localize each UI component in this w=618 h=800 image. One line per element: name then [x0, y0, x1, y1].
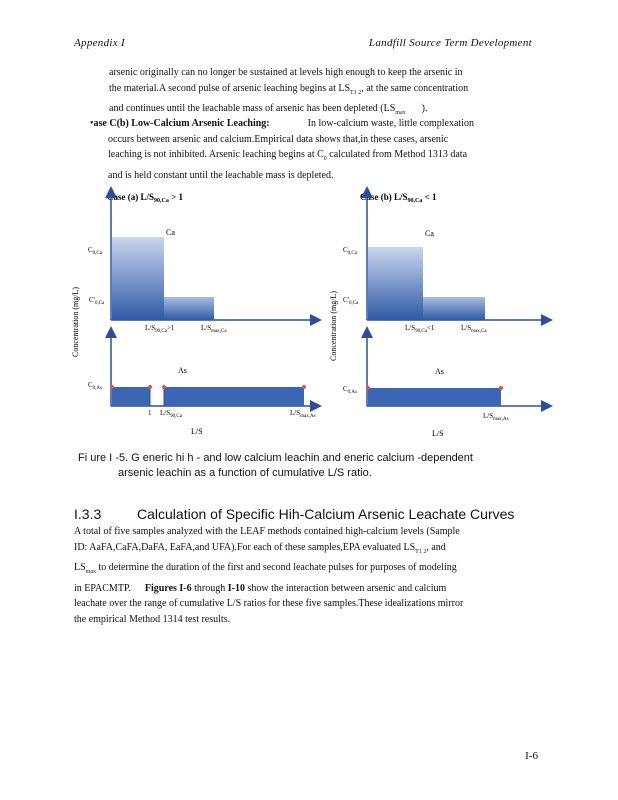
- panel-a-marker: [110, 385, 114, 389]
- panel-a-as-bar-first: [112, 387, 150, 406]
- section-number: I.3.3: [74, 506, 102, 522]
- panel-a-marker: [162, 385, 166, 389]
- text-line: and continues until the leachable mass of arsenic has been depleted ($LS_{max}$ ).: [109, 103, 428, 116]
- text-line: leaching is not inhibited. Arsenic leaching begins at $C_0$ calculated from Method 1313 data: [108, 149, 468, 162]
- panel-b-y-label: Concentration (mg/L): [329, 291, 338, 361]
- panel-a-title: Case (a) $L/S_{90,Ca} > 1$: [107, 192, 183, 204]
- panel-b-marker: [499, 386, 503, 390]
- paragraph-calculation: [74, 524, 544, 627]
- panel-a-ls90: $L/S_{90,Ca}>1$: [145, 324, 175, 334]
- text-line: occurs between arsenic and calcium.Empirical data shows that,in these cases, arsenic: [108, 133, 449, 145]
- text-line: ID: AaFA,CaFA,DaFA, EaFA,and UFA).For each of these samples,EPA evaluated $LS_{T1 2}$, and: [74, 541, 446, 555]
- section-title: Calculation of Specific Hih-Calcium Arsenic Leachate Curves: [137, 506, 515, 522]
- panel-a-lsmax-ca: $L/S_{max,Ca}$: [201, 324, 227, 334]
- panel-a-marker: [302, 385, 306, 389]
- text-line: in EPACMTP. Figures I-6 through I-10 show the interaction between arsenic and calcium: [74, 582, 447, 594]
- panel-a-c0ca: $C_{0,Ca}$: [88, 246, 102, 256]
- text-line: and is held constant until the leachable mass is depleted.: [108, 169, 334, 181]
- panel-b-marker: [366, 386, 370, 390]
- panel-b-ca-bar-high: [368, 247, 423, 320]
- panel-b-lsmax-as: $L/S_{max,As}$: [483, 412, 509, 422]
- panel-a-one-tick: 1: [148, 409, 152, 417]
- page-number: I-6: [525, 750, 538, 762]
- panel-a-ca-label: Ca: [166, 228, 175, 237]
- panel-b-ca-bar-low: [423, 297, 485, 320]
- panel-b-c0as: $C_{0,As}$: [343, 385, 357, 395]
- bullet-label: ase C(b) Low-Calcium Arsenic Leaching:: [93, 118, 270, 129]
- text-line: arsenic originally can no longer be sustained at levels high enough to keep the arsenic in: [109, 67, 463, 78]
- panel-a-ca-bar-high: [112, 237, 164, 320]
- panel-a-marker: [148, 385, 152, 389]
- panel-b: [329, 192, 547, 438]
- text-line: the material.A second pulse of arsenic leaching begins at $LS_{T1 2}$, at the same concentration: [109, 82, 469, 96]
- header-right: Landfill Source Term Development: [368, 37, 532, 49]
- figure-caption-line2: arsenic leachin as a function of cumulative L/S ratio.: [118, 467, 372, 479]
- panel-b-title: Case (b) $L/S_{90,Ca} < 1$: [360, 192, 437, 204]
- figure-caption-line1: Fi ure I -5. G eneric hi h - and low calcium leachin and eneric calcium -dependent: [78, 452, 473, 464]
- text-line: the empirical Method 1314 test results.: [74, 613, 231, 625]
- panel-a-y-label: Concentration (mg/L): [71, 287, 80, 357]
- panel-b-c0ca: $C_{0,Ca}$: [343, 246, 357, 256]
- panel-a: [71, 192, 316, 436]
- panel-a-x-label: L/S: [191, 427, 203, 436]
- panel-b-ca-label: Ca: [425, 229, 434, 238]
- panel-b-ls90: $L/S_{90,Ca}<1$: [405, 324, 435, 334]
- text-line: A total of five samples analyzed with the LEAF methods contained high-calcium levels (Sample: [74, 526, 460, 537]
- panel-b-x-label: L/S: [432, 429, 444, 438]
- panel-a-as-label: As: [178, 366, 187, 375]
- panel-b-as-label: As: [435, 367, 444, 376]
- bullet-marker: •: [90, 118, 94, 129]
- paragraph-intro: [109, 65, 539, 122]
- figure-ref[interactable]: I-10: [227, 582, 245, 594]
- panel-b-as-bar: [368, 388, 501, 406]
- panel-b-lsmax-ca: $L/S_{max,Ca}$: [461, 324, 487, 334]
- text-line: leachate over the range of cumulative L/S ratios for these five samples.These idealizations mirror: [74, 598, 464, 609]
- figure-ref[interactable]: Figures I-6: [144, 582, 192, 594]
- panel-a-c0as: $C_{0,As}$: [88, 381, 102, 391]
- panel-a-as-bar-second: [164, 387, 304, 406]
- panel-a-ca-bar-low: [164, 297, 214, 320]
- bullet-case-b: •ase C(b) Low-Calcium Arsenic Leaching: In low-calcium waste, little complexation occurs between arsenic and calcium.Empirical data shows that,in these cases, arsenic leaching is not inhibited. Arsenic leaching begins at $C_0$ calculated from Method 1313 data and is held constant until the leachable mass is depleted.: [90, 116, 550, 183]
- panel-a-ls90-bottom: $L/S_{90,Ca}$: [160, 409, 182, 419]
- panel-a-lsmax-as: $L/S_{max,As}$: [290, 409, 316, 419]
- header-left: Appendix I: [74, 37, 125, 49]
- panel-a-cprime-ca: $C'_{0,Ca}$: [89, 296, 105, 306]
- text-line: $LS_{max}$ to determine the duration of the first and second leachate pulses for purposes of modeling: [74, 562, 457, 575]
- leaching-figure: [0, 180, 618, 445]
- panel-b-cprime-ca: $C'_{0,Ca}$: [343, 296, 359, 306]
